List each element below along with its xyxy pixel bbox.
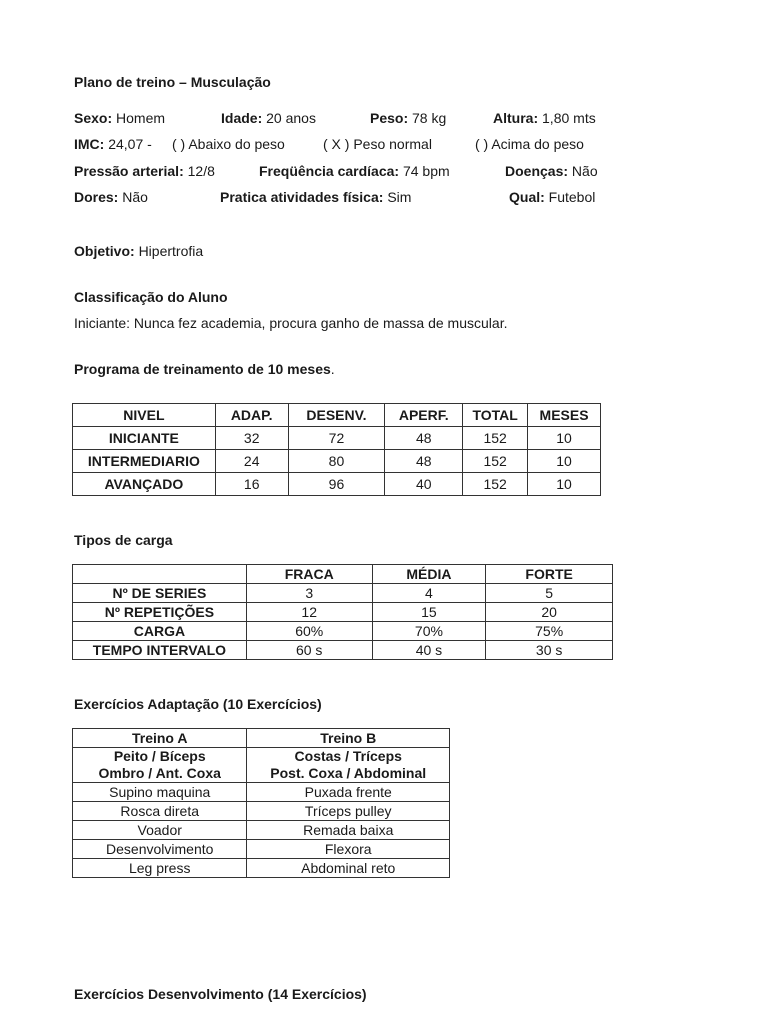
sexo-value: Homem xyxy=(116,110,166,126)
pressao-field xyxy=(74,162,215,180)
classificacao-text: Iniciante: Nunca fez academia, procura ganho de massa de muscular. xyxy=(74,315,508,331)
table-cell: 20 xyxy=(486,603,613,622)
classificacao-heading: Classificação do Aluno xyxy=(74,289,228,305)
table-row xyxy=(73,783,450,802)
table-header-cell: ADAP. xyxy=(215,404,288,427)
table-cell: Flexora xyxy=(247,840,450,859)
table-header-row xyxy=(73,729,450,748)
table-cell: 70% xyxy=(372,622,486,641)
dores-value: Não xyxy=(122,189,148,205)
qual-value: Futebol xyxy=(548,189,596,205)
idade-label: Idade: xyxy=(221,110,263,126)
table-cell: Puxada frente xyxy=(247,783,450,802)
peso-label: Peso: xyxy=(370,110,409,126)
table-cell: 10 xyxy=(528,450,601,473)
table-cell: 48 xyxy=(385,427,463,450)
programa-suffix: . xyxy=(330,361,335,377)
table-cell: Desenvolvimento xyxy=(73,840,247,859)
pratica-label: Pratica atividades física: xyxy=(220,189,384,205)
table-cell: 96 xyxy=(288,473,385,496)
altura-field xyxy=(493,109,596,127)
table-header-cell: DESENV. xyxy=(288,404,385,427)
programa-table xyxy=(72,403,601,496)
table-cell: Voador xyxy=(73,821,247,840)
qual-label: Qual: xyxy=(509,189,545,205)
table-row xyxy=(73,603,613,622)
table-cell: 4 xyxy=(372,584,486,603)
table-cell: CARGA xyxy=(73,622,247,641)
table-cell: 48 xyxy=(385,450,463,473)
freq-value: 74 bpm xyxy=(402,163,450,179)
imc-value: 24,07 - xyxy=(108,136,152,152)
desenvolvimento-heading: Exercícios Desenvolvimento (14 Exercícios) xyxy=(74,986,367,1002)
dores-label: Dores: xyxy=(74,189,119,205)
table-group-row xyxy=(73,748,450,783)
imc-field xyxy=(74,135,152,153)
table-cell: TEMPO INTERVALO xyxy=(73,641,247,660)
doencas-field xyxy=(505,162,598,180)
pratica-value: Sim xyxy=(387,189,412,205)
treino-a-groups xyxy=(73,748,247,783)
treino-b-groups xyxy=(247,748,450,783)
table-cell: 24 xyxy=(215,450,288,473)
table-cell: 60% xyxy=(246,622,372,641)
treino-b-group-1: Costas / Tríceps xyxy=(294,748,402,764)
pressao-label: Pressão arterial: xyxy=(74,163,184,179)
table-header-cell: APERF. xyxy=(385,404,463,427)
table-cell: Rosca direta xyxy=(73,802,247,821)
table-row xyxy=(73,473,601,496)
table-cell: 152 xyxy=(463,473,528,496)
table-cell: 5 xyxy=(486,584,613,603)
imc-option-abaixo: ( ) Abaixo do peso xyxy=(172,136,285,152)
table-cell: 40 xyxy=(385,473,463,496)
treino-a-group-1: Peito / Bíceps xyxy=(113,748,206,764)
treino-a-group-2: Ombro / Ant. Coxa xyxy=(98,765,221,781)
programa-heading xyxy=(74,360,335,378)
table-cell: INTERMEDIARIO xyxy=(73,450,216,473)
table-cell: 3 xyxy=(246,584,372,603)
table-header-cell: MÉDIA xyxy=(372,565,486,584)
table-header-cell: MESES xyxy=(528,404,601,427)
carga-heading: Tipos de carga xyxy=(74,532,173,548)
table-cell: 75% xyxy=(486,622,613,641)
table-cell: Supino maquina xyxy=(73,783,247,802)
objetivo-field xyxy=(74,242,203,260)
table-cell: Remada baixa xyxy=(247,821,450,840)
table-row xyxy=(73,840,450,859)
idade-field xyxy=(221,109,316,127)
adaptacao-table xyxy=(72,728,450,878)
peso-value: 78 kg xyxy=(412,110,447,126)
table-cell: 80 xyxy=(288,450,385,473)
idade-value: 20 anos xyxy=(266,110,316,126)
table-cell: 60 s xyxy=(246,641,372,660)
table-cell: INICIANTE xyxy=(73,427,216,450)
table-header-cell xyxy=(73,565,247,584)
table-row xyxy=(73,622,613,641)
imc-option-acima: ( ) Acima do peso xyxy=(475,136,584,152)
sexo-label: Sexo: xyxy=(74,110,113,126)
dores-field xyxy=(74,188,148,206)
table-cell: AVANÇADO xyxy=(73,473,216,496)
table-header-row xyxy=(73,404,601,427)
freq-field xyxy=(259,162,450,180)
altura-label: Altura: xyxy=(493,110,539,126)
table-cell: 16 xyxy=(215,473,288,496)
table-cell: 72 xyxy=(288,427,385,450)
table-cell: Leg press xyxy=(73,859,247,878)
table-row xyxy=(73,641,613,660)
treino-b-header: Treino B xyxy=(247,729,450,748)
table-header-cell: FRACA xyxy=(246,565,372,584)
table-header-cell: NIVEL xyxy=(73,404,216,427)
doencas-value: Não xyxy=(571,163,598,179)
programa-title: Programa de treinamento de 10 meses xyxy=(74,361,331,377)
table-cell: Nº REPETIÇÕES xyxy=(73,603,247,622)
pratica-field xyxy=(220,188,411,206)
table-cell: 32 xyxy=(215,427,288,450)
objetivo-label: Objetivo: xyxy=(74,243,135,259)
doencas-label: Doenças: xyxy=(505,163,569,179)
treino-b-group-2: Post. Coxa / Abdominal xyxy=(270,765,427,781)
peso-field xyxy=(370,109,446,127)
imc-option-normal: ( X ) Peso normal xyxy=(323,136,432,152)
table-cell: 10 xyxy=(528,427,601,450)
table-row xyxy=(73,450,601,473)
table-header-row xyxy=(73,565,613,584)
table-cell: 152 xyxy=(463,450,528,473)
table-cell: Tríceps pulley xyxy=(247,802,450,821)
freq-label: Freqüência cardíaca: xyxy=(259,163,400,179)
table-cell: Nº DE SERIES xyxy=(73,584,247,603)
objetivo-value: Hipertrofia xyxy=(138,243,204,259)
imc-label: IMC: xyxy=(74,136,105,152)
table-cell: 15 xyxy=(372,603,486,622)
table-cell: Abdominal reto xyxy=(247,859,450,878)
table-cell: 152 xyxy=(463,427,528,450)
adaptacao-heading: Exercícios Adaptação (10 Exercícios) xyxy=(74,696,322,712)
table-row xyxy=(73,584,613,603)
table-cell: 10 xyxy=(528,473,601,496)
sexo-field xyxy=(74,109,165,127)
table-row xyxy=(73,802,450,821)
table-cell: 12 xyxy=(246,603,372,622)
table-header-cell: TOTAL xyxy=(463,404,528,427)
table-cell: 40 s xyxy=(372,641,486,660)
page-title: Plano de treino – Musculação xyxy=(74,74,271,90)
qual-field xyxy=(509,188,595,206)
table-row xyxy=(73,427,601,450)
table-row xyxy=(73,859,450,878)
treino-a-header: Treino A xyxy=(73,729,247,748)
carga-table xyxy=(72,564,613,660)
table-cell: 30 s xyxy=(486,641,613,660)
table-header-cell: FORTE xyxy=(486,565,613,584)
pressao-value: 12/8 xyxy=(187,163,215,179)
altura-value: 1,80 mts xyxy=(542,110,596,126)
table-row xyxy=(73,821,450,840)
